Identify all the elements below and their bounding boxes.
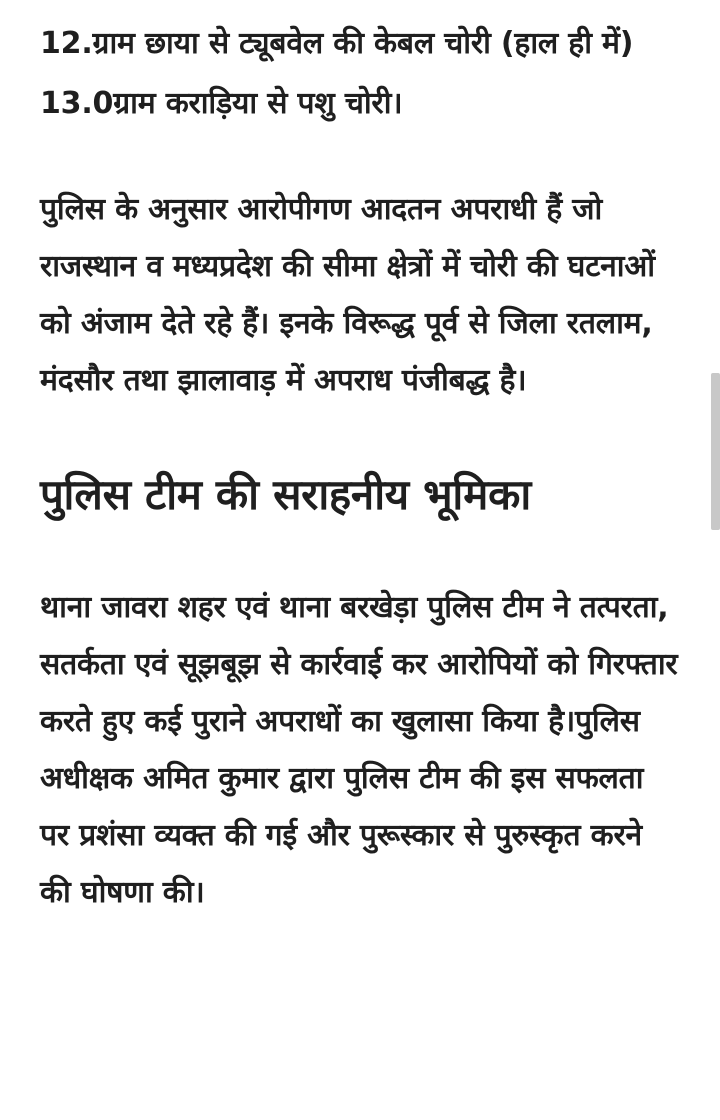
scrollbar-thumb[interactable] <box>711 373 720 530</box>
list-item-13: 13.0ग्राम कराड़िया से पशु चोरी। <box>40 86 403 121</box>
paragraph-police-statement: पुलिस के अनुसार आरोपीगण आदतन अपराधी हैं जो राजस्थान व मध्यप्रदेश की सीमा क्षेत्रों में चोरी की घटनाओं को अंजाम देते रहे हैं। इनके विरूद्ध पूर्व से जिला रतलाम, मंदसौर तथा झालावाड़ में अपराध पंजीबद्ध है। <box>40 192 655 398</box>
paragraph-team-role: थाना जावरा शहर एवं थाना बरखेड़ा पुलिस टीम ने तत्परता, सतर्कता एवं सूझबूझ से कार्रवाई कर आरोपियों को गिरफ्तार करते हुए कई पुराने अपराधों का खुलासा किया है।पुलिस अधीक्षक अमित कुमार द्वारा पुलिस टीम की इस सफलता पर प्रशंसा व्यक्त की गई और पुरूस्कार से पुरुस्कृत करने की घोषणा की। <box>40 590 678 910</box>
list-item-12: 12.ग्राम छाया से ट्यूबवेल की केबल चोरी (हाल ही में) <box>40 26 634 61</box>
article-body <box>40 14 680 921</box>
section-heading: पुलिस टीम की सराहनीय भूमिका <box>40 470 531 519</box>
